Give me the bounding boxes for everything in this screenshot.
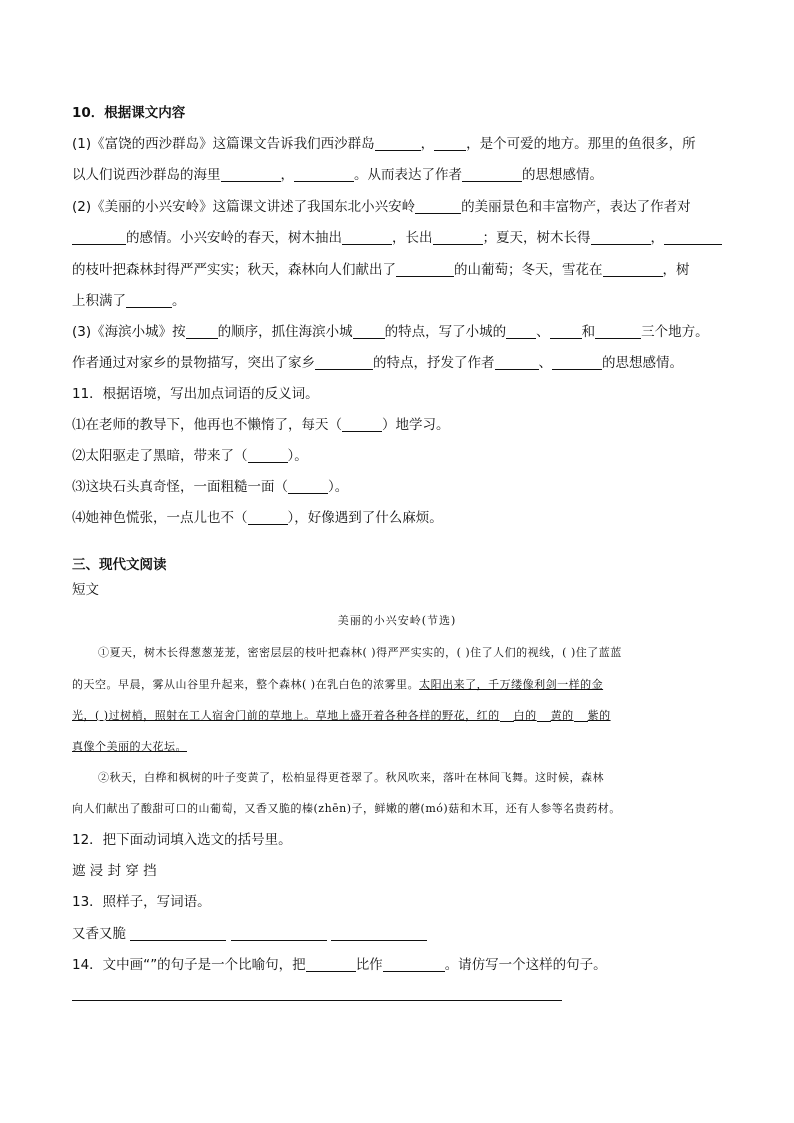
answer-blank[interactable] bbox=[353, 324, 385, 339]
q10-p2-line3: 的枝叶把森林封得严严实实；秋天，森林向人们献出了 的山葡萄；冬天，雪花在 ，树 bbox=[72, 262, 690, 278]
answer-blank[interactable] bbox=[294, 167, 354, 182]
answer-blank[interactable] bbox=[288, 479, 328, 494]
q10-p3-line2: 作者通过对家乡的景物描写，突出了家乡 的特点，抒发了作者 、 的思想感情。 bbox=[72, 355, 683, 371]
q11-item-2: ⑵太阳驱走了黑暗，带来了（ ）。 bbox=[72, 448, 308, 464]
answer-blank[interactable] bbox=[603, 262, 663, 277]
underlined-sentence: 太阳出来了，千万缕像利剑一样的金 bbox=[419, 678, 604, 691]
answer-blank[interactable] bbox=[231, 926, 327, 941]
q11-item-3: ⑶这块石头真奇怪，一面粗糙一面（ ）。 bbox=[72, 479, 349, 495]
answer-blank[interactable] bbox=[383, 957, 445, 972]
answer-blank[interactable] bbox=[248, 510, 288, 525]
answer-blank[interactable] bbox=[331, 926, 427, 941]
answer-blank[interactable] bbox=[130, 926, 226, 941]
answer-blank[interactable] bbox=[248, 448, 288, 463]
answer-blank[interactable] bbox=[72, 230, 126, 245]
q10-p1-line2: 以人们说西沙群岛的海里 ， 。从而表达了作者 的思想感情。 bbox=[72, 167, 603, 183]
answer-blank[interactable] bbox=[433, 230, 483, 245]
q10-title: 10．根据课文内容 bbox=[72, 105, 186, 121]
q13-title: 13．照样子，写词语。 bbox=[72, 894, 211, 910]
q12-title: 12．把下面动词填入选文的括号里。 bbox=[72, 832, 292, 848]
section-title: 三、现代文阅读 bbox=[72, 557, 167, 573]
q11-item-1: ⑴在老师的教导下，他再也不懒惰了，每天（ ）地学习。 bbox=[72, 417, 450, 433]
passage-line-6: 向人们献出了酸甜可口的山葡萄，又香又脆的榛(zhēn)子，鲜嫩的蘑(mó)菇和木耳，还有人参等名贵药材。 bbox=[72, 802, 621, 815]
answer-blank[interactable] bbox=[126, 293, 172, 308]
q10-p3-line1: (3)《海滨小城》按 的顺序，抓住海滨小城 的特点，写了小城的 、 和 三个地方。 bbox=[72, 324, 709, 340]
q10-p2-line1: (2)《美丽的小兴安岭》这篇课文讲述了我国东北小兴安岭 的美丽景色和丰富物产，表达了作者对 bbox=[72, 199, 691, 215]
answer-blank[interactable] bbox=[342, 417, 382, 432]
answer-blank[interactable] bbox=[415, 199, 461, 214]
q13-answer-line: 又香又脆 bbox=[72, 924, 427, 944]
answer-line[interactable] bbox=[72, 1000, 562, 1001]
answer-blank[interactable] bbox=[434, 136, 466, 151]
passage-line-2: 的天空。早晨，雾从山谷里升起来，整个森林( )在乳白色的浓雾里。太阳出来了，千万缕像利剑一样的金 bbox=[72, 678, 604, 691]
answer-blank[interactable] bbox=[306, 957, 356, 972]
q10-p1-line1: (1)《富饶的西沙群岛》这篇课文告诉我们西沙群岛 ， ，是个可爱的地方。那里的鱼很多，所 bbox=[72, 136, 696, 152]
q11-item-4: ⑷她神色慌张，一点儿也不（ ），好像遇到了什么麻烦。 bbox=[72, 510, 443, 526]
answer-blank[interactable] bbox=[495, 355, 539, 370]
answer-blank[interactable] bbox=[342, 230, 392, 245]
passage-line-1: ①夏天，树木长得葱葱茏茏，密密层层的枝叶把森林( )得严严实实的，( )住了人们的视线，( )住了蓝蓝 bbox=[98, 646, 622, 659]
q14-text: 14．文中画“”的句子是一个比喻句，把 比作 。请仿写一个这样的句子。 bbox=[72, 957, 607, 973]
answer-blank[interactable] bbox=[550, 324, 582, 339]
q10-p2-line2: 的感情。小兴安岭的春天，树木抽出 ，长出 ；夏天，树木长得 ， bbox=[72, 228, 722, 248]
answer-blank[interactable] bbox=[591, 230, 651, 245]
answer-blank[interactable] bbox=[462, 167, 522, 182]
answer-blank[interactable] bbox=[375, 136, 421, 151]
section-subtitle: 短文 bbox=[72, 582, 99, 598]
answer-blank[interactable] bbox=[315, 355, 373, 370]
passage-line-4: 真像个美丽的大花坛。 bbox=[72, 740, 187, 753]
answer-blank[interactable] bbox=[396, 262, 454, 277]
passage-line-5: ②秋天，白桦和枫树的叶子变黄了，松柏显得更苍翠了。秋风吹来，落叶在林间飞舞。这时候，森林 bbox=[98, 771, 604, 784]
q11-title: 11．根据语境，写出加点词语的反义词。 bbox=[72, 386, 319, 402]
passage-title: 美丽的小兴安岭(节选) bbox=[337, 614, 457, 627]
passage-line-3: 光，( )过树梢，照射在工人宿舍门前的草地上。草地上盛开着各种各样的野花，红的 白的 黄的 紫的 bbox=[72, 709, 611, 722]
q10-p2-line4: 上积满了 。 bbox=[72, 293, 186, 309]
answer-blank[interactable] bbox=[664, 230, 722, 245]
answer-blank[interactable] bbox=[595, 324, 641, 339]
answer-blank[interactable] bbox=[221, 167, 281, 182]
answer-blank[interactable] bbox=[186, 324, 218, 339]
q12-words: 遮 浸 封 穿 挡 bbox=[72, 863, 157, 879]
answer-blank[interactable] bbox=[552, 355, 602, 370]
answer-blank[interactable] bbox=[506, 324, 536, 339]
